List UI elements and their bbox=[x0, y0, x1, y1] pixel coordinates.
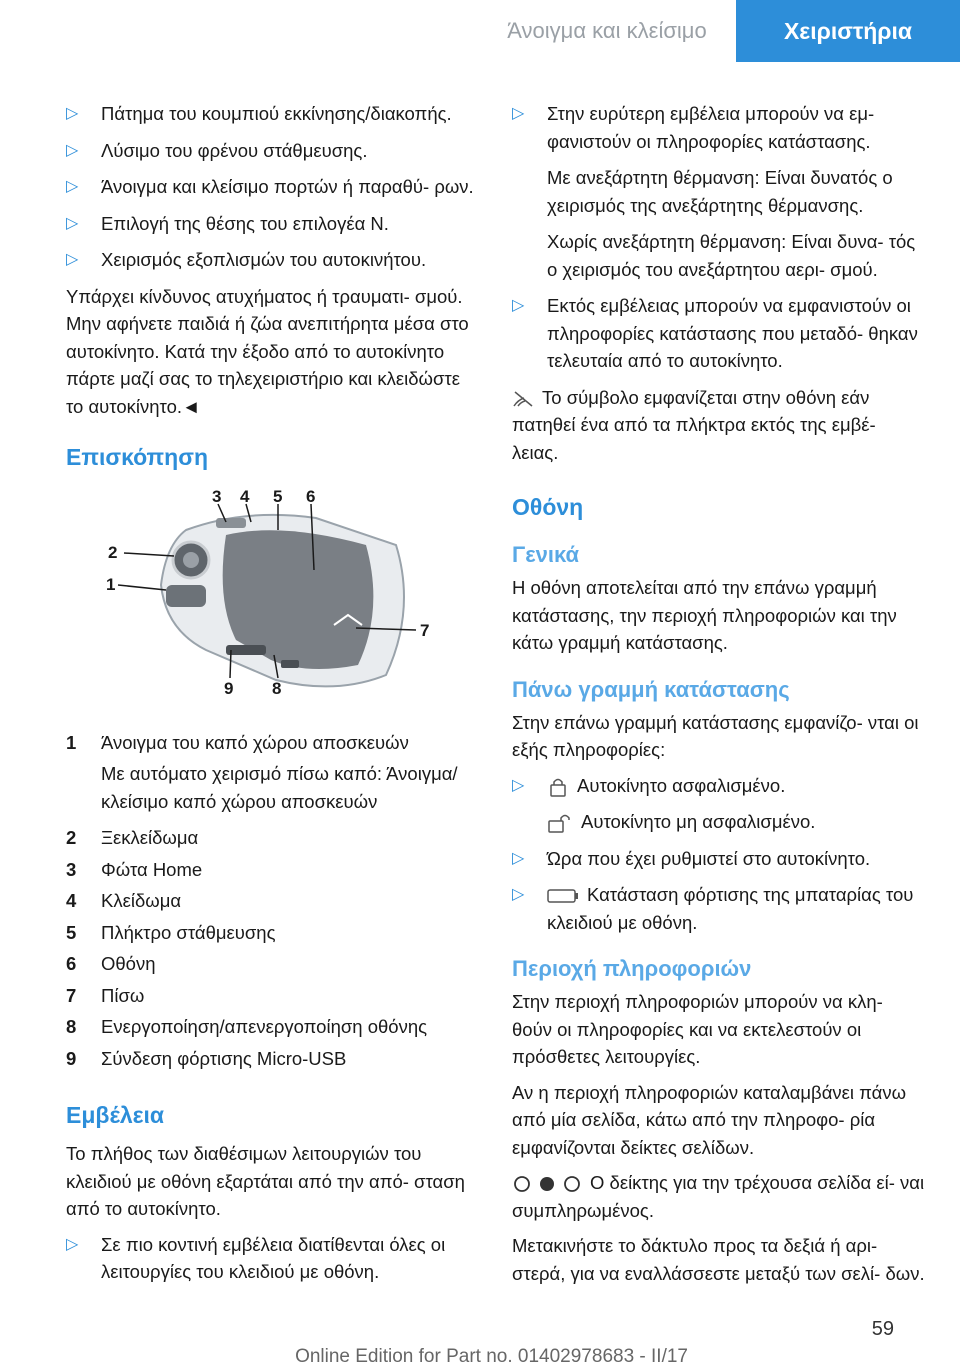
top-status-heading: Πάνω γραμμή κατάστασης bbox=[512, 676, 790, 702]
general-text: Η οθόνη αποτελείται από την επάνω γραμμή κατάστασης, την περιοχή πληροφοριών και την κάτω γραμμή κατάστασης. bbox=[512, 577, 897, 653]
figure-label: 6 bbox=[306, 490, 316, 506]
figure-label: 9 bbox=[224, 679, 234, 698]
swipe-text: Μετακινήστε το δάκτυλο προς τα δεξιά ή αρι‐ στερά, για να εναλλάσσεστε μεταξύ των σελί‐ δων. bbox=[512, 1235, 925, 1284]
list-item: ▷ Στην ευρύτερη εμβέλεια μπορούν να εμ‐ φανιστούν οι πληροφορίες κατάστασης. bbox=[512, 100, 926, 155]
legend-row: 5 Πλήκτρο στάθμευσης bbox=[66, 921, 276, 943]
bullet-triangle-icon: ▷ bbox=[66, 105, 79, 122]
legend-row: 9 Σύνδεση φόρτισης Micro-USB bbox=[66, 1047, 347, 1069]
legend-row: 7 Πίσω bbox=[66, 984, 145, 1006]
chapter-tab: Χειριστήρια bbox=[736, 0, 960, 62]
lock-open-icon bbox=[547, 812, 573, 834]
range-subtext: Χωρίς ανεξάρτητη θέρμανση: Είναι δυνα‐ τός ο χειρισμός του ανεξάρτητου αερι‐ σμού. bbox=[547, 231, 916, 280]
display-heading: Οθόνη bbox=[512, 494, 584, 520]
figure-label: 8 bbox=[272, 679, 282, 698]
list-item: ▷ Σε πιο κοντινή εμβέλεια διατίθενται όλες οι λειτουργίες του κλειδιού με οθόνη. bbox=[66, 1231, 478, 1286]
page-number: 59 bbox=[871, 1318, 894, 1340]
left-column bbox=[66, 100, 478, 1295]
page-indicator-icon bbox=[512, 1174, 582, 1194]
figure-label: 7 bbox=[420, 621, 430, 640]
screen-switch-shape bbox=[281, 660, 299, 668]
legend-row: 8 Ενεργοποίηση/απενεργοποίηση οθόνης bbox=[66, 1016, 428, 1037]
list-item: ▷ Άνοιγμα και κλείσιμο πορτών ή παραθύ‐ ρων. bbox=[66, 173, 478, 201]
right-column bbox=[512, 100, 926, 1295]
legend-row: 4 Κλείδωμα bbox=[66, 890, 182, 911]
figure-label: 4 bbox=[240, 490, 250, 506]
legend-row: 2 Ξεκλείδωμα bbox=[66, 827, 199, 848]
legend-row: 1 Άνοιγμα του καπό χώρου αποσκευών bbox=[66, 731, 409, 753]
range-heading: Εμβέλεια bbox=[66, 1102, 165, 1128]
list-item: ▷ Επιλογή της θέσης του επιλογέα N. bbox=[66, 210, 478, 238]
legend-row: 3 Φώτα Home bbox=[66, 858, 203, 880]
bullet-triangle-icon: ▷ bbox=[512, 105, 525, 122]
general-heading: Γενικά bbox=[512, 542, 580, 567]
page-indicator-note: Ο δείκτης για την τρέχουσα σελίδα εί‐ ναι συμπληρωμένος. bbox=[512, 1172, 925, 1221]
bullet-triangle-icon: ▷ bbox=[512, 849, 525, 867]
list-subitem: Αυτοκίνητο μη ασφαλισμένο. bbox=[512, 808, 926, 836]
bullet-triangle-icon: ▷ bbox=[512, 886, 525, 903]
bullet-triangle-icon: ▷ bbox=[66, 178, 79, 195]
legend-subtext: Με αυτόματο χειρισμό πίσω καπό: Άνοιγμα/κλείσιμο καπό χώρου αποσκευών bbox=[101, 763, 458, 812]
figure-label: 3 bbox=[212, 490, 222, 506]
info-text: Αν η περιοχή πληροφοριών καταλαμβάνει πάνω από μία σελίδα, κάτω από την πληροφο‐ ρία εμφανίζονται δείκτες σελίδων. bbox=[512, 1081, 907, 1158]
trunk-button-shape bbox=[166, 585, 206, 607]
bullet-triangle-icon: ▷ bbox=[66, 251, 79, 268]
edition-note: Online Edition for Part no. 01402978683 - II/17 bbox=[295, 1346, 688, 1367]
info-text: Στην περιοχή πληροφοριών μπορούν να κλη‐ θούν οι πληροφορίες και να εκτελεστούν οι πρόσθετες λειτουργίες. bbox=[512, 991, 883, 1067]
section-title: Άνοιγμα και κλείσιμο bbox=[507, 18, 707, 43]
figure-label: 1 bbox=[106, 575, 116, 594]
bullet-triangle-icon: ▷ bbox=[512, 297, 525, 314]
overview-heading: Επισκόπηση bbox=[66, 444, 208, 470]
battery-icon bbox=[547, 888, 579, 904]
list-item: ▷ Αυτοκίνητο ασφαλισμένο. bbox=[512, 772, 926, 800]
warning-text: Υπάρχει κίνδυνος ατυχήματος ή τραυματι‐ σμού. Μην αφήνετε παιδιά ή ζώα ανεπιτήρητα μέσα στο αυτοκίνητο. Κατά την έξοδο από το αυτοκίνητο πάρτε μαζί σας το τηλεχειριστήριο και κλειδώστε το αυτοκίνητο.◄ bbox=[66, 285, 469, 417]
range-text: Το πλήθος των διαθέσιμων λειτουργιών του κλειδιού με οθόνη εξαρτάται από την από‐ σταση από το αυτοκίνητο. bbox=[66, 1143, 465, 1219]
usb-port-shape bbox=[226, 645, 266, 655]
lock-closed-icon bbox=[547, 776, 569, 798]
page-header bbox=[0, 0, 960, 62]
list-item: ▷ Λύσιμο του φρένου στάθμευσης. bbox=[66, 137, 478, 165]
info-heading: Περιοχή πληροφοριών bbox=[512, 956, 752, 981]
figure-label: 2 bbox=[108, 543, 118, 562]
bullet-triangle-icon: ▷ bbox=[66, 141, 79, 159]
top-status-text: Στην επάνω γραμμή κατάστασης εμφανίζο‐ νται οι εξής πληροφορίες: bbox=[512, 711, 919, 760]
signal-out-of-range-icon bbox=[512, 390, 534, 408]
figure-label: 5 bbox=[273, 490, 283, 506]
list-item: ▷ Εκτός εμβέλειας μπορούν να εμφανιστούν οι πληροφορίες κατάστασης που μεταδό‐ θηκαν τελευταία από το αυτοκίνητο. bbox=[512, 292, 926, 375]
light-button-shape bbox=[216, 518, 246, 528]
list-item: ▷ Κατάσταση φόρτισης της μπαταρίας του κλειδιού με οθόνη. bbox=[512, 881, 926, 936]
list-item: ▷ Χειρισμός εξοπλισμών του αυτοκινήτου. bbox=[66, 246, 478, 274]
bullet-triangle-icon: ▷ bbox=[66, 1235, 79, 1253]
bullet-triangle-icon: ▷ bbox=[66, 214, 79, 232]
display-key-figure bbox=[66, 490, 478, 705]
legend-row: 6 Οθόνη bbox=[66, 953, 156, 974]
list-item: ▷ Πάτημα του κουμπιού εκκίνησης/διακοπής. bbox=[66, 100, 478, 128]
range-subtext: Με ανεξάρτητη θέρμανση: Είναι δυνατός ο χειρισμός της ανεξάρτητης θέρμανσης. bbox=[547, 167, 893, 216]
list-item: ▷ Ώρα που έχει ρυθμιστεί στο αυτοκίνητο. bbox=[512, 845, 926, 873]
signal-note: Το σύμβολο εμφανίζεται στην οθόνη εάν πατηθεί ένα από τα πλήκτρα εκτός της εμβέ‐ λειας. bbox=[512, 386, 876, 463]
figure-legend bbox=[66, 729, 478, 1073]
bullet-triangle-icon: ▷ bbox=[512, 776, 525, 794]
